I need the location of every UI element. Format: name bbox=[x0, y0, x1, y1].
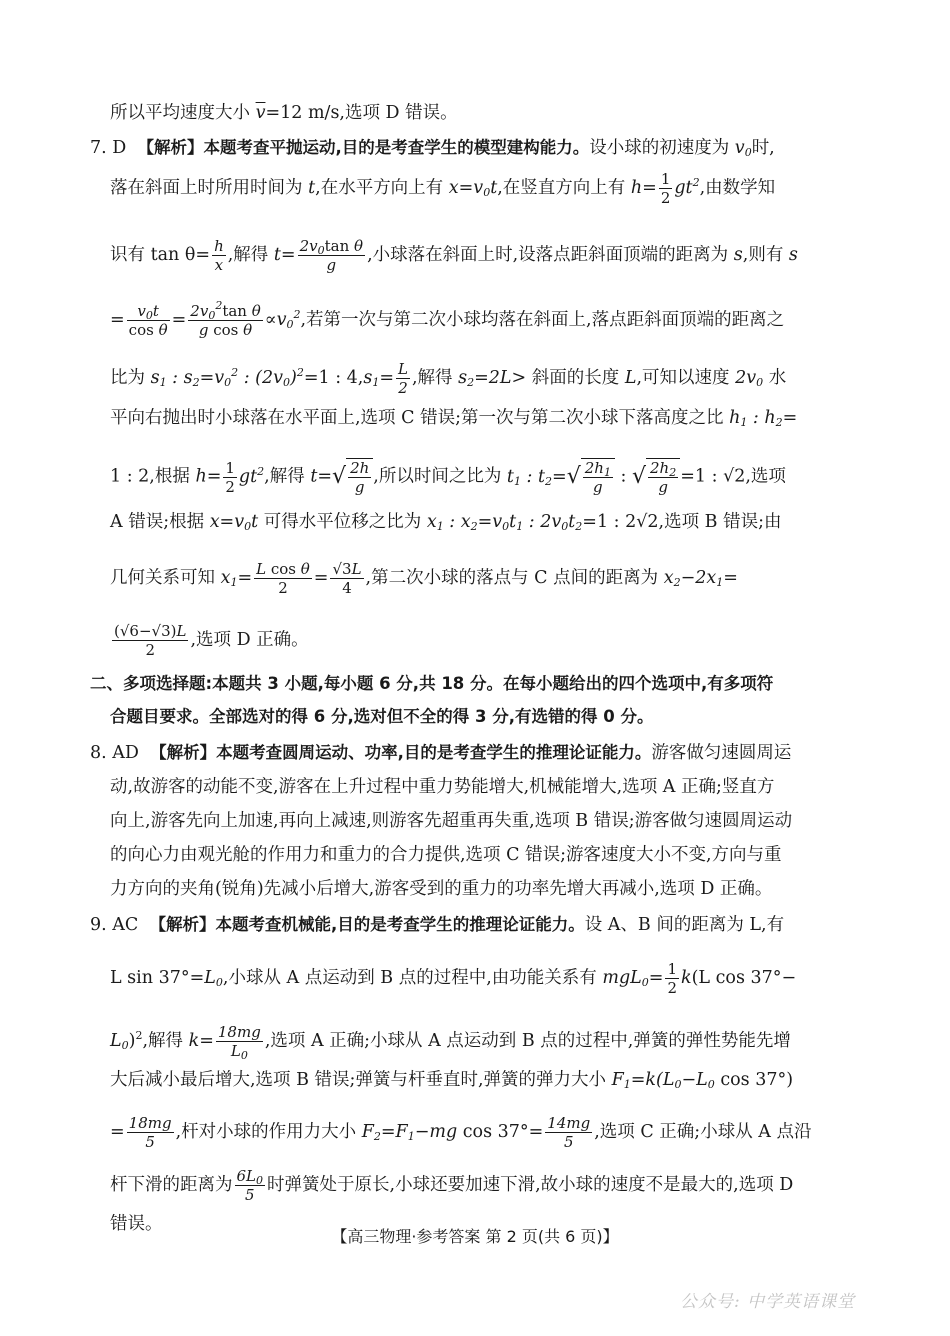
math: mgL$_0$= bbox=[602, 968, 664, 989]
math: $v_0$ bbox=[734, 138, 752, 159]
text: 所以平均速度大小 bbox=[110, 103, 250, 123]
math: $s_1$ : $s_2=v_0^2$ : $(2v_0)^2$ bbox=[150, 366, 304, 389]
math: s bbox=[788, 245, 798, 265]
text: 几何关系可知 bbox=[110, 568, 215, 588]
math: $gt^2$ bbox=[674, 176, 700, 198]
q8-line-4: 的向心力由观光舱的作用力和重力的合力提供,选项 C 错误;游客速度大小不变,方向与重 bbox=[110, 845, 782, 865]
math: t= bbox=[273, 245, 296, 265]
text: ,解得 bbox=[227, 245, 269, 265]
analysis-tag: 【解析】本题考查机械能,目的是考查学生的推理论证能力。 bbox=[149, 915, 585, 934]
math: $\overline{v}$ bbox=[255, 103, 266, 123]
text: 落在斜面上时所用时间为 bbox=[110, 178, 303, 198]
text: ,则有 bbox=[742, 245, 784, 265]
text: ,第二次小球的落点与 C 点间的距离为 bbox=[365, 568, 659, 588]
text: 比为 bbox=[110, 368, 145, 388]
text: ,若第一次与第二次小球均落在斜面上,落点距斜面顶端的距离之 bbox=[300, 310, 785, 330]
text: > 斜面的长度 bbox=[511, 368, 620, 388]
q9-line-5: = $\frac{18mg}{5}$ ,杆对小球的作用力大小 $F_2=F_1-mg$ cos 37°= $\frac{14mg}{5}$ ,选项 C 正确;小球从 A 点沿 bbox=[110, 1114, 812, 1151]
q7-line-4: = $\frac{v_0t}{\text{cos θ}}$ = $\frac{2v_0^2\tan \theta}{\text{g cos θ}}$ $\propto v_0^2$,若第一次与第二次小球均落在斜面上,落点距斜面顶端的距离之 bbox=[110, 299, 785, 339]
text: 时弹簧处于原长,小球还要加速下滑,故小球的速度不是最大的,选项 D bbox=[267, 1175, 794, 1195]
fraction: $\frac{L}{2}$ bbox=[398, 360, 408, 397]
math: $x_1$ : $x_2=v_0t_1$ : $2v_0t_2$ bbox=[426, 512, 583, 533]
fraction: $\frac{6L_0}{5}$ bbox=[236, 1167, 264, 1204]
text: 识有 tan θ= bbox=[110, 245, 211, 265]
math: $t_1$ : $t_2=$ bbox=[506, 466, 567, 488]
math: $x_2-2x_1=$ bbox=[663, 568, 738, 589]
fraction: $\frac{1}{2}$ bbox=[667, 960, 677, 997]
math: k bbox=[681, 968, 692, 988]
q7-line-7: 1 : 2,根据 h= $\frac{1}{2}$ $gt^2$,解得 t=√ $\frac{2h}{g}$ ,所以时间之比为 $t_1$ : $t_2=√$ $\frac{2h_1}{g}$ : √ $\frac{2h_2}{g}$ =1 : √2,选项 bbox=[110, 458, 786, 496]
analysis-tag: 【解析】本题考查圆周运动、功率,目的是考查学生的推理论证能力。 bbox=[150, 743, 652, 762]
page-footer: 【高三物理·参考答案 第 2 页(共 6 页)】 bbox=[331, 1227, 619, 1246]
text: ,所以时间之比为 bbox=[373, 466, 502, 487]
math: t bbox=[308, 178, 316, 198]
math: $gt^2$ bbox=[238, 464, 265, 487]
math: $2v_0$ bbox=[735, 368, 764, 389]
text: 1 : 2,根据 bbox=[110, 466, 190, 487]
fraction: $\frac{2v_0^2\tan \theta}{\text{g cos θ}}$ bbox=[190, 299, 261, 339]
q7-line-2 bbox=[110, 170, 775, 207]
math: $x=v_0t$ bbox=[209, 512, 259, 533]
text: ,解得 bbox=[264, 466, 305, 487]
text: ,在水平方向上有 bbox=[315, 178, 444, 198]
text: ,在竖直方向上有 bbox=[497, 178, 626, 198]
text: cos 37°) bbox=[720, 1070, 794, 1090]
text: 设小球的初速度为 bbox=[589, 138, 730, 158]
question-number: 8. AD bbox=[90, 743, 139, 763]
math: h= bbox=[630, 178, 657, 198]
text: 杆下滑的距离为 bbox=[110, 1175, 233, 1195]
q9-line-7: 错误。 bbox=[110, 1214, 163, 1234]
q7-line-5 bbox=[110, 360, 786, 397]
fraction: $\frac{1}{2}$ bbox=[660, 170, 671, 207]
fraction: $\frac{(√6-√3)L}{2}$ bbox=[114, 622, 187, 659]
math: $F_1=k(L_0-L_0$ bbox=[611, 1070, 715, 1091]
text: ,由数学知 bbox=[699, 178, 776, 198]
text: ,选项 D 正确。 bbox=[190, 630, 309, 650]
fraction: $\frac{18mg}{L_0}$ bbox=[217, 1023, 261, 1062]
q9-line-4 bbox=[110, 1068, 793, 1092]
text: ,选项 B 错误;由 bbox=[658, 512, 782, 532]
math: $F_2=F_1-mg$ bbox=[361, 1122, 458, 1143]
text: (L cos 37°− bbox=[691, 968, 797, 988]
fraction: $\frac{h}{x}$ bbox=[214, 237, 224, 274]
text: 大后减小最后增大,选项 B 错误;弹簧与杆垂直时,弹簧的弹力大小 bbox=[110, 1070, 607, 1090]
q8-line-5: 力方向的夹角(锐角)先减小后增大,游客受到的重力的功率先增大再减小,选项 D 正确。 bbox=[110, 879, 773, 899]
text: ,小球落在斜面上时,设落点距斜面顶端的距离为 bbox=[367, 245, 729, 265]
q9-line-2 bbox=[110, 960, 796, 997]
q9-line-1 bbox=[90, 913, 784, 937]
question-number: 9. AC bbox=[90, 915, 139, 935]
text: ,解得 bbox=[411, 368, 453, 388]
fraction: $\frac{\text{L cos θ}}{2}$ bbox=[256, 560, 310, 597]
text: 水 bbox=[768, 368, 787, 388]
text: ,选项 C 正确;小球从 A 点沿 bbox=[594, 1122, 812, 1142]
fraction: $\frac{18mg}{5}$ bbox=[128, 1114, 172, 1151]
q7-line-8: A 错误;根据 $x=v_0t$ 可得水平位移之比为 $x_1$ : $x_2=v_0t_1$ : $2v_0t_2=1$ : 2√2,选项 B 错误;由 bbox=[110, 512, 782, 533]
math: $L_0$ bbox=[110, 1031, 129, 1052]
prev-answer-line bbox=[110, 101, 458, 125]
text: 平向右抛出时小球落在水平面上,选项 C 错误;第一次与第二次小球下落高度之比 bbox=[110, 408, 724, 428]
text: =12 m/s,选项 D 错误。 bbox=[265, 103, 458, 123]
math: √2 bbox=[723, 466, 746, 487]
fraction: $\frac{√3L}{4}$ bbox=[332, 560, 362, 597]
question-number: 7. D bbox=[90, 138, 127, 158]
text: ,可知以速度 bbox=[636, 368, 730, 388]
math: L bbox=[624, 368, 637, 388]
section-2-header-cont: 合题目要求。全部选对的得 6 分,选对但不全的得 3 分,有选错的得 0 分。 bbox=[110, 707, 654, 726]
q7-line-1 bbox=[90, 136, 775, 160]
math: $L_0$ bbox=[204, 968, 223, 989]
text: L sin 37°= bbox=[110, 968, 205, 988]
text: 游客做匀速圆周运 bbox=[651, 743, 792, 763]
text: ,小球从 A 点运动到 B 点的过程中,由功能关系有 bbox=[222, 968, 597, 988]
math: $v_0^2$ bbox=[276, 308, 301, 331]
sqrt: √ $\frac{2h_1}{g}$ bbox=[567, 458, 615, 496]
sqrt: √ $\frac{2h_2}{g}$ bbox=[632, 458, 680, 496]
math: k= bbox=[188, 1031, 214, 1051]
text: ,选项 A 正确;小球从 A 点运动到 B 点的过程中,弹簧的弹性势能先增 bbox=[264, 1031, 791, 1051]
fraction: $\frac{2v_0\tan \theta}{g}$ bbox=[299, 237, 364, 274]
q8-line-3: 向上,游客先向上加速,再向上减速,则游客先超重再失重,选项 B 错误;游客做匀速圆周运动 bbox=[110, 811, 793, 831]
math: h= bbox=[195, 466, 222, 487]
q7-line-9: 几何关系可知 $x_1=$ $\frac{\text{L cos θ}}{2}$ = $\frac{√3L}{4}$ ,第二次小球的落点与 C 点间的距离为 $x_2-2x_1=$ bbox=[110, 560, 738, 597]
math: $x_1=$ bbox=[220, 568, 253, 589]
text: ,选项 bbox=[745, 466, 786, 487]
math: $x=v_0t$ bbox=[448, 178, 498, 199]
q8-line-1 bbox=[90, 741, 791, 765]
fraction: $\frac{v_0t}{\text{cos θ}}$ bbox=[128, 302, 168, 339]
text: =1 : 4, bbox=[303, 368, 364, 388]
math: $h_1$ : $h_2=$ bbox=[729, 408, 798, 429]
text: 时, bbox=[751, 138, 775, 158]
text: 设 A、B 间的距离为 L,有 bbox=[584, 915, 785, 935]
math: $s_1=$ bbox=[363, 368, 395, 389]
text: ,杆对小球的作用力大小 bbox=[175, 1122, 357, 1142]
watermark: 公众号: 中学英语课堂 bbox=[680, 1292, 856, 1312]
math: s bbox=[733, 245, 743, 265]
section-2-header: 二、多项选择题:本题共 3 小题,每小题 6 分,共 18 分。在每小题给出的四个选项中,有多项符 bbox=[90, 674, 774, 693]
analysis-tag: 【解析】本题考查平抛运动,目的是考查学生的模型建构能力。 bbox=[137, 138, 590, 157]
sqrt: √ $\frac{2h}{g}$ bbox=[332, 458, 373, 496]
q7-line-3 bbox=[110, 237, 798, 274]
text: ,解得 bbox=[142, 1031, 184, 1051]
q9-line-3: $L_0)^2$,解得 k= $\frac{18mg}{L_0}$ ,选项 A 正确;小球从 A 点运动到 B 点的过程中,弹簧的弹性势能先增 bbox=[110, 1023, 791, 1062]
q7-line-10 bbox=[110, 622, 309, 659]
math: t= bbox=[310, 466, 333, 487]
fraction: $\frac{14mg}{5}$ bbox=[547, 1114, 591, 1151]
text: A 错误;根据 bbox=[110, 512, 205, 532]
text: ∝ bbox=[264, 310, 277, 330]
math: $s_2=2L$ bbox=[458, 368, 512, 389]
q9-line-6 bbox=[110, 1167, 793, 1204]
q7-line-6 bbox=[110, 406, 797, 430]
text: 可得水平位移之比为 bbox=[263, 512, 422, 532]
q8-line-2: 动,故游客的动能不变,游客在上升过程中重力势能增大,机械能增大,选项 A 正确;竖直方 bbox=[110, 777, 775, 797]
fraction: $\frac{1}{2}$ bbox=[225, 458, 235, 496]
